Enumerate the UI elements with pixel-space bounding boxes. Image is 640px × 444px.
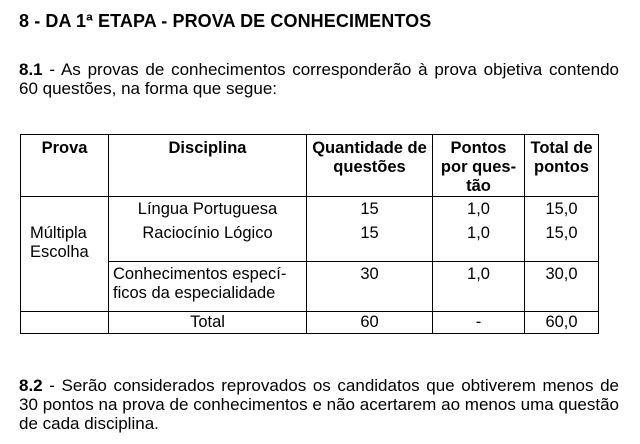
item-text-8-2: - Serão considerados reprovados os candidatos que obtiverem menos de 30 pontos na prova de conhecimentos e não acertarem ao menos uma questão de cada disciplina.	[19, 376, 619, 433]
table-total-row	[21, 312, 599, 334]
total-quantidade-cell: 60	[307, 312, 433, 334]
questions-table	[20, 134, 599, 334]
header-pontos: Pontos por ques- tão	[433, 135, 525, 197]
disciplina-cell: Conhecimentos especí- ficos da especialidade	[109, 262, 307, 312]
pontos-cell: 1,0	[433, 262, 525, 312]
disciplina-cell: Língua Portuguesa	[109, 197, 307, 221]
pontos-cell: 1,0	[433, 221, 525, 262]
quantidade-cell: 30	[307, 262, 433, 312]
table-row	[21, 197, 599, 221]
table-header-row	[21, 135, 599, 197]
quantidade-cell: 15	[307, 221, 433, 262]
header-disciplina: Disciplina	[109, 135, 307, 197]
item-number-8-2: 8.2	[19, 376, 43, 395]
total-cell: 15,0	[525, 221, 599, 262]
grand-total-cell: 60,0	[525, 312, 599, 334]
prova-cell-empty	[21, 312, 109, 334]
total-pontos-cell: -	[433, 312, 525, 334]
prova-type-cell: Múltipla Escolha	[21, 221, 109, 262]
paragraph-8-1	[19, 60, 619, 98]
header-prova: Prova	[21, 135, 109, 197]
disciplina-cell: Raciocínio Lógico	[109, 221, 307, 262]
item-number-8-1: 8.1	[19, 60, 43, 79]
total-cell: 30,0	[525, 262, 599, 312]
quantidade-cell: 15	[307, 197, 433, 221]
header-quantidade: Quantidade de questões	[307, 135, 433, 197]
section-heading: 8 - DA 1ª ETAPA - PROVA DE CONHECIMENTOS	[19, 11, 432, 31]
table-row	[21, 221, 599, 262]
prova-cell-empty	[21, 262, 109, 312]
total-cell: 15,0	[525, 197, 599, 221]
item-text-8-1: - As provas de conhecimentos corresponderão à prova objetiva contendo 60 questões, na forma que segue:	[19, 60, 619, 98]
paragraph-8-2	[19, 376, 619, 433]
table-row	[21, 262, 599, 312]
header-total: Total de pontos	[525, 135, 599, 197]
total-label-cell: Total	[109, 312, 307, 334]
prova-cell-empty	[21, 197, 109, 221]
pontos-cell: 1,0	[433, 197, 525, 221]
